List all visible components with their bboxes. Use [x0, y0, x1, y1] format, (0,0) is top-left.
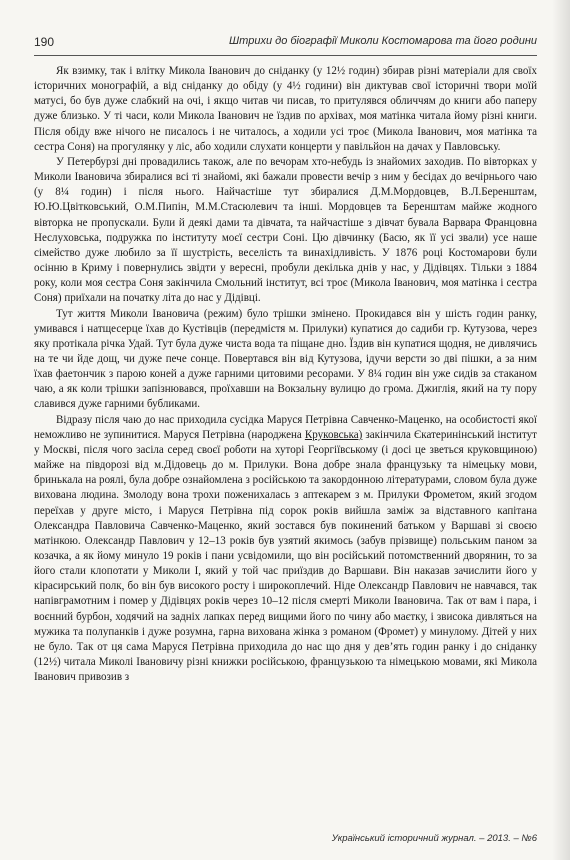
- underlined-surname: Круковська): [304, 428, 363, 441]
- paragraph-4: [34, 413, 537, 686]
- paragraph-4-part-a: Відразу після чаю до нас приходила сусідка Маруся Петрівна Савченко-Маценко, на особистості якої неможливо не зупинитися. Маруся Петрівна (народжена: [34, 413, 537, 441]
- article-body: [34, 64, 537, 685]
- header-rule: [34, 55, 537, 56]
- running-title: Штрихи до біографії Миколи Костомарова та його родини: [229, 35, 537, 47]
- paragraph-3: Тут життя Миколи Івановича (режим) було трішки змінено. Прокидався він у шість годин ранку, умивався і натщесерце їхав до Кустівців (передмістя м. Прилуки) купатися до садиби гр. Кутузова, через яку протікала річка Удай. Тут була дуже чиста вода та піщане дно. Їздив він купатися щодня, не дивлячись на те чи йде дощ, чи дуже пече сонце. Повертався він від Кутузова, ідучи версти зо дві пішки, а за ним їхав фаетончик з парою коней а дуже гарними цитовими ресорами. У 8¼ годин він уже сидів за стаканом чаю, а як коли трішки запізнювався, проїхавши на Вокзальну вулицю до грома. Джиглія, який на ту пору славився дуже гарними бубликами.: [34, 307, 537, 411]
- paragraph-2: У Петербурзі дні провадились також, але по вечорам хто-небудь із знайомих заходив. По вівторках у Миколи Івановича збиралися всі ті знайомі, які бажали провести вечір з ним у бесідах до вечірнього чаю (у 8¼ годин) і після нього. Найчастіше тут збиралися Д.М.Мордовцев, В.Л.Беренштам, Ю.Ю.Цвітковський, О.М.Пипін, М.М.Стасюлевич та інші. Мордовцев та Беренштам майже жодного вівторка не пропускали. Були й деякі дами та дівчата, та найчастіше з дівчат бувала Варвара Францовна Неслуховська, подружка по інституту моєї сестри Соні. Цю дівчинку (Басю, як її усі звали) усе наше сімейство дуже любило за її шустрість, веселість та винахідливість. У 1876 році Костомарови були осінню в Криму і повернулись звідти у вересні, пробули декілька днів у нас, у Дідівцях. Тільки з 1884 року, коли моя сестра Соня закінчила Смольний інститут, всі троє (Микола Іванович, моя матінка і сестра Соня) приїхали на початку літа до нас у Дідівці.: [34, 155, 537, 305]
- running-header: [34, 35, 537, 53]
- journal-footer: Український історичний журнал. – 2013. – №6: [331, 833, 537, 844]
- paragraph-1: Як взимку, так і влітку Микола Іванович до сніданку (у 12½ годин) збирав різні матеріали для своїх історичних монографій, а від сніданку до обіду (у 4½ години) він диктував свої історичні твори моїй матусі, бо був дуже слабкий на очі, і якщо читав чи писав, то притулявся обличчям до книги або паперу дуже близько. У ті часи, коли Микола Іванович не їздив по архівах, моя матінка читала йому різні книги. Після обіду вже нічого не писалось і не читалось, а ходили усі троє (Микола Іванович, моя матінка та сестра Соня) на прогулянку у ліс, або ходили слухати концерти у павільйон на дачах у Павловську.: [34, 65, 537, 153]
- page-number: 190: [34, 35, 55, 49]
- page-gutter-shadow: [552, 0, 570, 860]
- paragraph-4-part-b: закінчила Єкатеринінський інститут у Москві, після чого засіла серед своєї роботи на хуторі Георгіївському (і досі це зветься круковщиною) майже на півдорозі від м.Дідовець до м. Прилуки. Вона добре знала французьку та німецьку мови, бринькала на роялі, була добре ознайомлена з російською та закордонною літературами, словом була дуже вихована людина. Змолоду вона трохи поженихалась з аптекарем з м. Прилуки Фрометом, який згодом переїхав у друге місто, і Маруся Петрівна під сорок років вийшла заміж за відставного капітана Олександра Павловича Савченко-Маценко, який зостався був покинений батьком у Варшаві зі своєю матінкою. Олександр Павлович у 12–13 років був узятий якимось (забув прізвище) польським паном за козачка, а як йому минуло 19 років і пани усвідомили, що він російський потомственний дворянин, то за його стали клопотати у Миколи І, який у той час приїздив до Варшави. Він наказав зачислити його у кірасирський полк, бо він був високого росту і широкоплечий. Ніде Олександр Павлович не навчався, так напівграмотним і помер у Дідівцях років через 10–12 після смерті Миколи Івановича. Так от вам і пара, і воєнний бурбон, ходячий на задніх лапках перед вищими його по чину або маєтку, і звисока дивляться на мужика та полупанків і дуже розумна, гарна вихована жінка з романом (Фромет) у минулому. Дітей у них не було. Так от ця сама Маруся Петрівна приходила до нас що дня у дев’ять годин ранку і до сніданку (12½) читала Миколі Івановичу різні книжки російською, французькою та німецькою мовами, які Микола Іванович привозив з: [34, 428, 537, 684]
